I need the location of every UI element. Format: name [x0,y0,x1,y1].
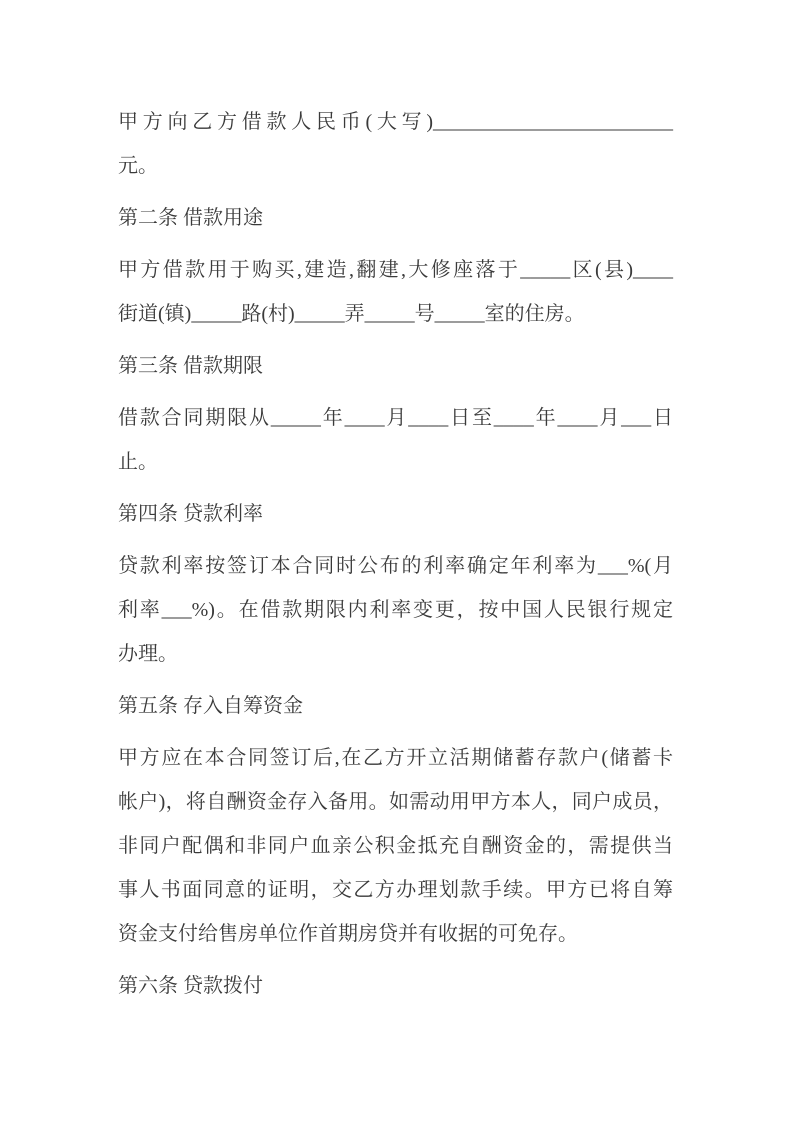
loan-amount-clause [118,100,673,188]
self-funding-clause [118,736,673,956]
article-heading-line: 第四条 贷款利率 [118,503,263,525]
contract-text-line: 止。 [118,451,158,473]
article-2-heading [118,196,673,240]
loan-purpose-clause [118,248,673,336]
contract-text-line: 办理。 [118,643,178,665]
article-3-heading [118,344,673,388]
article-6-heading [118,964,673,1008]
article-4-heading [118,492,673,536]
contract-text-line: 非同户配偶和非同户血亲公积金抵充自酬资金的，需提供当 [118,835,673,857]
contract-text-line: 街道(镇)_____路(村)_____弄_____号_____室的住房。 [118,303,585,325]
contract-text-line: 甲方应在本合同签订后,在乙方开立活期储蓄存款户(储蓄卡 [118,747,673,769]
contract-text-line: 资金支付给售房单位作首期房贷并有收据的可免存。 [118,923,578,945]
loan-term-clause [118,396,673,484]
article-heading-line: 第六条 贷款拨付 [118,975,263,997]
contract-text-line: 利率___%)。在借款期限内利率变更，按中国人民银行规定 [118,599,673,621]
article-5-heading [118,684,673,728]
contract-text-line: 借款合同期限从_____年____月____日至____年____月___日 [118,407,673,429]
contract-text-line: 帐户)，将自酬资金存入备用。如需动用甲方本人，同户成员， [118,791,673,813]
article-heading-line: 第三条 借款期限 [118,355,263,377]
article-heading-line: 第二条 借款用途 [118,207,263,229]
contract-text-line: 元。 [118,155,158,177]
contract-text-line: 甲方向乙方借款人民币(大写)________________________ [118,111,673,133]
contract-text-line: 事人书面同意的证明，交乙方办理划款手续。甲方已将自筹 [118,879,673,901]
contract-text-line: 贷款利率按签订本合同时公布的利率确定年利率为___%(月 [118,555,673,577]
article-heading-line: 第五条 存入自筹资金 [118,695,303,717]
interest-rate-clause [118,544,673,676]
contract-text-line: 甲方借款用于购买,建造,翻建,大修座落于_____区(县)____ [118,259,673,281]
